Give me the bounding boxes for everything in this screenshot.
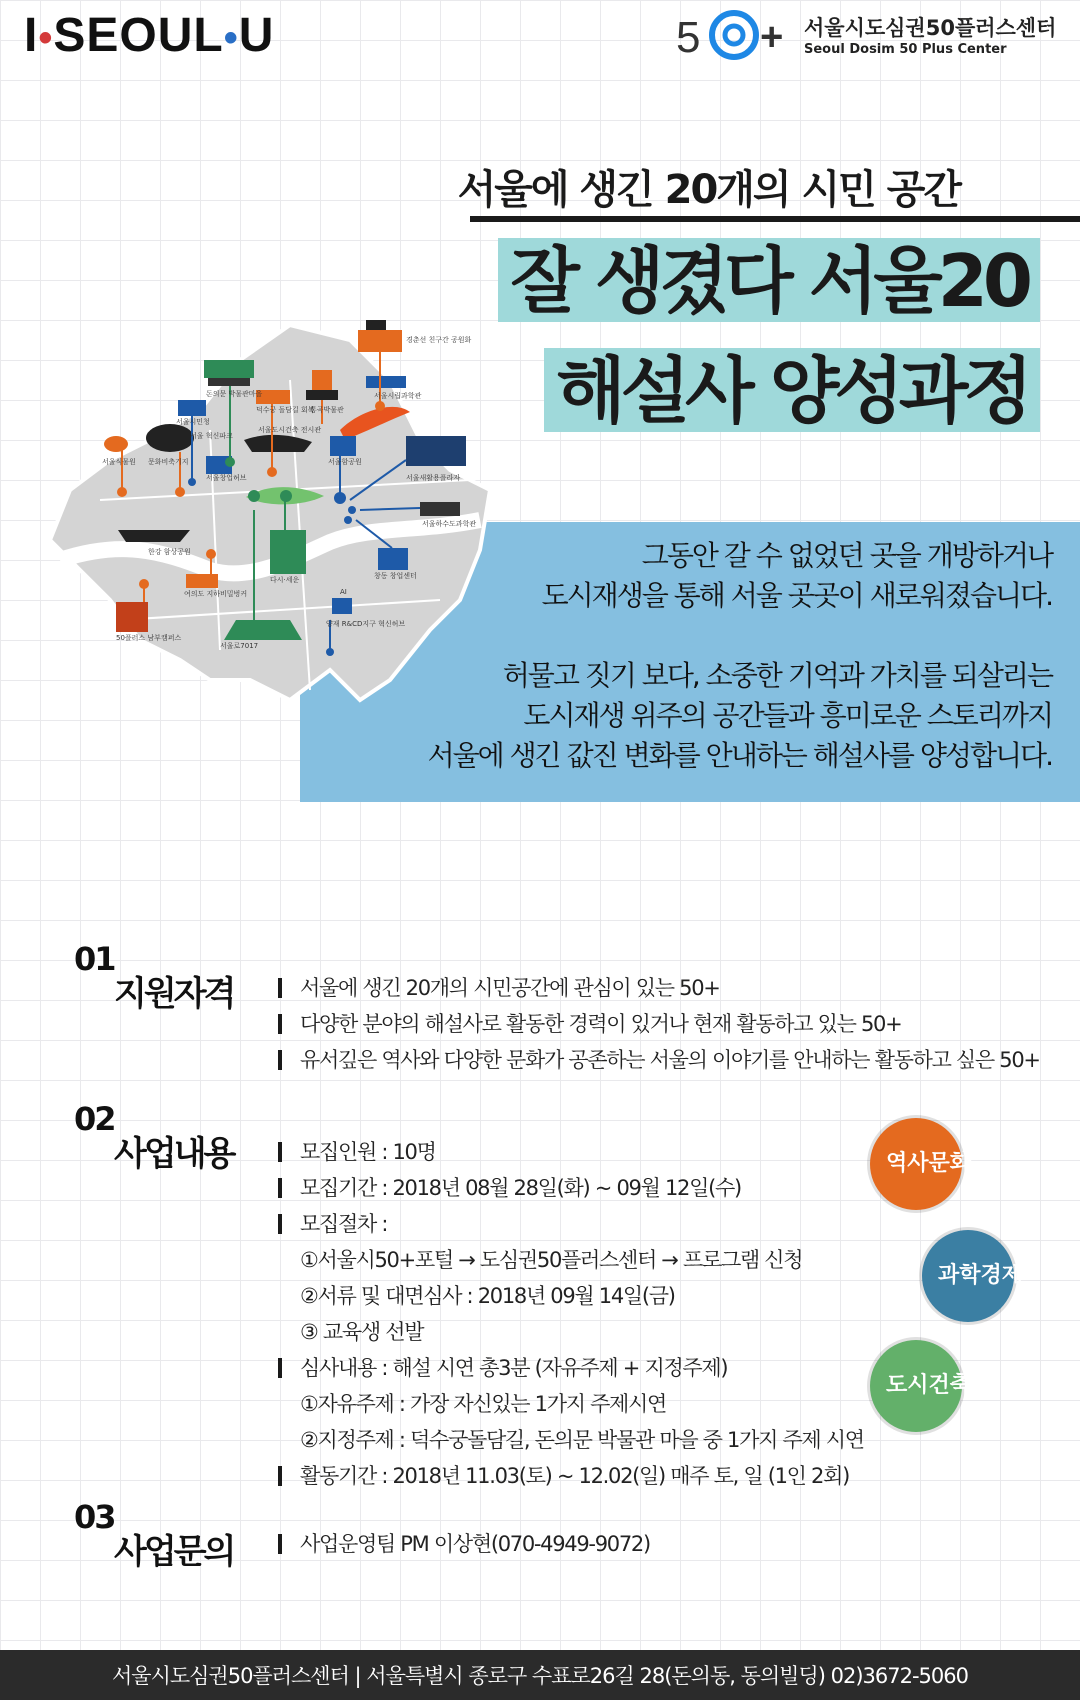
- svg-text:돈의문 박물관마을: 돈의문 박물관마을: [206, 390, 263, 398]
- svg-text:5: 5: [676, 13, 701, 62]
- list-item: ①서울시50+포털 → 도심권50플러스센터 → 프로그램 신청: [300, 1248, 803, 1272]
- main-title-line2: 해설사 양성과정: [544, 348, 1040, 432]
- badge-urban-architecture: 도시건축: [870, 1340, 962, 1432]
- svg-text:서울 혁신파크: 서울 혁신파크: [190, 432, 233, 440]
- svg-text:서울하수도과학관: 서울하수도과학관: [422, 520, 477, 528]
- svg-text:서울시립과학관: 서울시립과학관: [374, 392, 422, 400]
- center-name-ko: 서울시도심권50플러스센터: [804, 16, 1057, 40]
- svg-text:통곡박물관: 통곡박물관: [310, 406, 344, 414]
- svg-text:다시·세운: 다시·세운: [270, 576, 300, 584]
- intro-line: 서울에 생긴 값진 변화를 안내하는 해설사를 양성합니다.: [427, 739, 1052, 772]
- list-item: 사업운영팀 PM 이상현(070-4949-9072): [278, 1528, 650, 1558]
- svg-text:양재 R&CD지구 혁신허브: 양재 R&CD지구 혁신허브: [326, 620, 406, 628]
- svg-text:덕수궁 돌담길 회복: 덕수궁 돌담길 회복: [256, 406, 315, 414]
- svg-text:50플러스 남부캠퍼스: 50플러스 남부캠퍼스: [116, 634, 182, 642]
- badge-history-culture: 역사문화: [870, 1118, 962, 1210]
- svg-text:서울로7017: 서울로7017: [220, 642, 259, 650]
- i-seoul-u-logo: I•SEOUL•U: [24, 9, 275, 62]
- list-item: 활동기간 : 2018년 11.03(토) ~ 12.02(일) 매주 토, 일 (1인 2회): [278, 1460, 849, 1490]
- list-item: ②서류 및 대면심사 : 2018년 09월 14일(금): [300, 1284, 675, 1308]
- section-number: 02: [74, 1100, 115, 1138]
- list-item: ②지정주제 : 덕수궁돌담길, 돈의문 박물관 마을 중 1가지 주제 시연: [300, 1428, 864, 1452]
- svg-text:서울함공원: 서울함공원: [328, 458, 362, 466]
- svg-text:AI: AI: [340, 588, 347, 596]
- intro-line: 허물고 짓기 보다, 소중한 기억과 가치를 되살리는: [502, 659, 1052, 692]
- center-name-en: Seoul Dosim 50 Plus Center: [804, 42, 1007, 57]
- footer-address: 서울시도심권50플러스센터 | 서울특별시 종로구 수표로26길 28(돈의동, 동의빌딩) 02)3672-5060: [0, 1650, 1080, 1700]
- svg-text:+: +: [760, 15, 784, 59]
- section-title: 지원자격: [114, 974, 234, 1014]
- svg-text:창동 창업센터: 창동 창업센터: [374, 572, 417, 580]
- section-number: 03: [74, 1498, 115, 1536]
- list-item: 모집절차 :: [278, 1208, 387, 1238]
- list-item: 심사내용 : 해설 시연 총3분 (자유주제 + 지정주제): [278, 1352, 727, 1382]
- list-item: 서울에 생긴 20개의 시민공간에 관심이 있는 50+: [278, 972, 720, 1002]
- subtitle: 서울에 생긴 20개의 시민 공간: [457, 167, 960, 213]
- svg-text:경춘선 친구간 공원화: 경춘선 친구간 공원화: [406, 336, 472, 344]
- svg-text:문화비축기지: 문화비축기지: [148, 458, 189, 466]
- list-item: 모집기간 : 2018년 08월 28일(화) ~ 09월 12일(수): [278, 1172, 741, 1202]
- title-divider: [470, 216, 1080, 222]
- list-item: ③ 교육생 선발: [300, 1320, 424, 1344]
- section-title: 사업문의: [114, 1532, 234, 1572]
- badge-science-economy: 과학경제: [922, 1230, 1014, 1322]
- intro-line: 도시재생을 통해 서울 곳곳이 새로워졌습니다.: [541, 579, 1052, 612]
- svg-text:서울새활용플라자: 서울새활용플라자: [406, 474, 461, 482]
- fifty-plus-logo-icon: [676, 6, 792, 64]
- svg-text:서울도시건축 전시관: 서울도시건축 전시관: [258, 426, 322, 434]
- intro-line: 그동안 갈 수 없었던 곳을 개방하거나: [641, 539, 1052, 572]
- section-number: 01: [74, 940, 115, 978]
- list-item: 유서깊은 역사와 다양한 문화가 공존하는 서울의 이야기를 안내하는 활동하고 싶은 50+: [278, 1044, 1040, 1074]
- center-logo: [676, 6, 1066, 64]
- list-item: 다양한 분야의 해설사로 활동한 경력이 있거나 현재 활동하고 있는 50+: [278, 1008, 901, 1038]
- section-title: 사업내용: [114, 1134, 234, 1174]
- svg-text:서울창업허브: 서울창업허브: [206, 474, 247, 482]
- svg-text:서울시민청: 서울시민청: [176, 418, 210, 426]
- svg-text:여의도 지하비밀벙커: 여의도 지하비밀벙커: [184, 590, 248, 598]
- svg-text:한강 함상공원: 한강 함상공원: [148, 548, 191, 556]
- seoul-map-illustration: [40, 320, 540, 750]
- main-title-line1: 잘 생겼다 서울20: [498, 238, 1040, 322]
- svg-text:서울식물원: 서울식물원: [102, 458, 136, 466]
- intro-line: 도시재생 위주의 공간들과 흥미로운 스토리까지: [523, 699, 1052, 732]
- list-item: ①자유주제 : 가장 자신있는 1가지 주제시연: [300, 1392, 667, 1416]
- list-item: 모집인원 : 10명: [278, 1136, 436, 1166]
